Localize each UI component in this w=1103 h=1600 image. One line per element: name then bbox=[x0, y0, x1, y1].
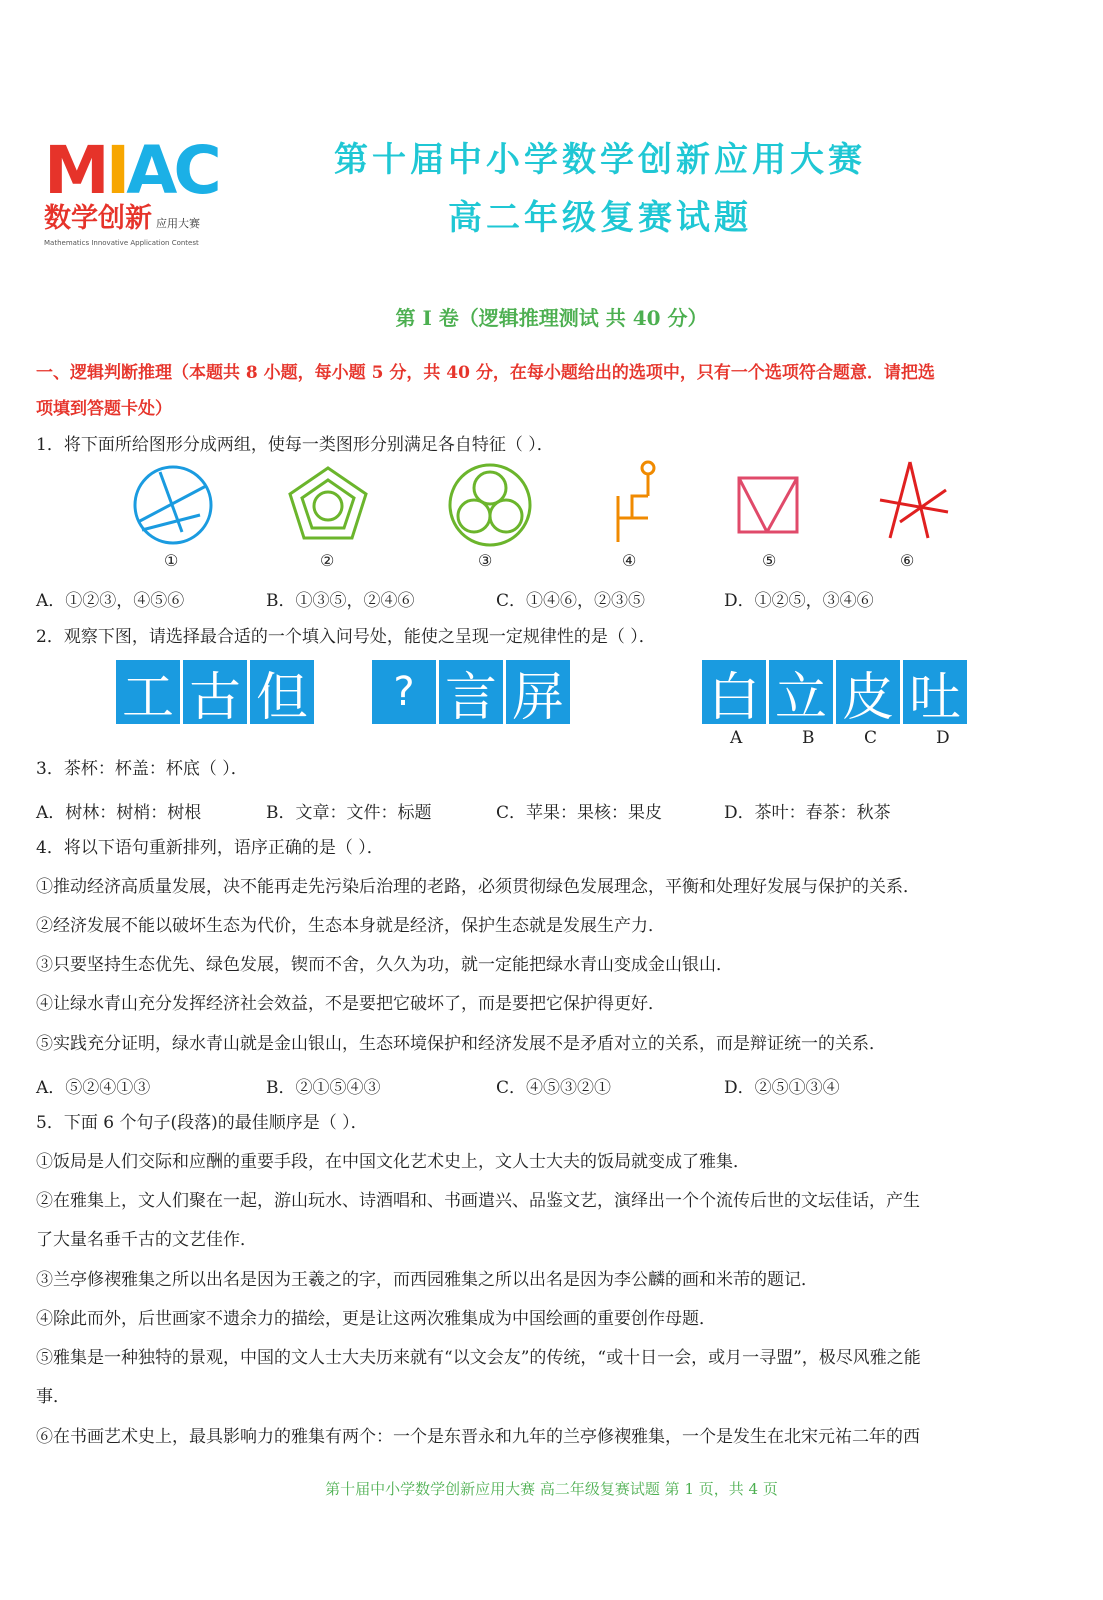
q2-char: 工 bbox=[116, 660, 183, 724]
page-title: 第十届中小学数学创新应用大赛 bbox=[334, 140, 866, 180]
q3-stem: 3．茶杯：杯盖：杯底（ ）． bbox=[36, 759, 248, 779]
figure-2-pentagon-icon bbox=[290, 468, 366, 538]
q4-item-4: ④让绿水青山充分发挥经济社会效益，不是要把它破坏了，而是要把它保护得更好． bbox=[36, 994, 665, 1014]
q4-item-3: ③只要坚持生态优先、绿色发展，锲而不舍，久久为功，就一定能把绿水青山变成金山银山． bbox=[36, 955, 733, 975]
q1-options bbox=[0, 586, 1103, 610]
q5-stem: 5．下面 6 个句子(段落)的最佳顺序是（ ）． bbox=[36, 1113, 368, 1133]
section-heading: 第 I 卷（逻辑推理测试 共 40 分） bbox=[395, 306, 708, 330]
logo-cn: 数学创新 应用大赛 bbox=[44, 203, 200, 234]
q2-options-group bbox=[702, 660, 967, 728]
q2-letter-a: A bbox=[730, 728, 743, 748]
q2-letter-c: C bbox=[864, 728, 878, 748]
q2-group-1 bbox=[116, 660, 314, 728]
q2-letter-b: B bbox=[802, 728, 815, 748]
q5-line: ③兰亭修禊雅集之所以出名是因为王羲之的字，而西园雅集之所以出名是因为李公麟的画和米芾的题记． bbox=[36, 1270, 818, 1290]
figure-3-circles-icon bbox=[450, 465, 530, 545]
q5-line: ④除此而外，后世画家不遗余力的描绘，更是让这两次雅集成为中国绘画的重要创作母题． bbox=[36, 1309, 716, 1329]
q2-char: 屏 bbox=[506, 660, 570, 724]
figure-6-star-icon bbox=[880, 462, 948, 538]
figure-label-5: ⑤ bbox=[762, 551, 777, 570]
q2-letter-d: D bbox=[936, 728, 950, 748]
q4-option-b[interactable]: B．②①⑤④③ bbox=[266, 1078, 381, 1098]
part1-instruction-2: 项填到答题卡处） bbox=[36, 399, 172, 419]
q2-option-char-b[interactable]: 立 bbox=[769, 660, 836, 724]
q2-char: 但 bbox=[250, 660, 314, 724]
q5-line: 了大量名垂千古的文艺佳作． bbox=[36, 1230, 257, 1250]
contest-logo bbox=[44, 132, 224, 266]
q1-stem: 1．将下面所给图形分成两组，使每一类图形分别满足各自特征（ ）． bbox=[36, 435, 554, 455]
q5-line: 事． bbox=[36, 1387, 70, 1407]
q4-stem: 4．将以下语句重新排列，语序正确的是（ ）． bbox=[36, 838, 384, 858]
q5-line: ⑥在书画艺术史上，最具影响力的雅集有两个：一个是东晋永和九年的兰亭修禊雅集，一个是发生在北宋元祐二年的西 bbox=[36, 1427, 920, 1447]
part1-instruction-1: 一、逻辑判断推理（本题共 8 小题，每小题 5 分，共 40 分，在每小题给出的选项中，只有一个选项符合题意．请把选 bbox=[36, 363, 935, 383]
q2-char: 言 bbox=[439, 660, 506, 724]
q3-option-c[interactable]: C．苹果：果核：果皮 bbox=[496, 803, 663, 823]
q2-option-char-c[interactable]: 皮 bbox=[836, 660, 903, 724]
q2-question-mark: ? bbox=[372, 660, 439, 724]
q1-figures bbox=[120, 460, 970, 550]
page-subtitle: 高二年级复赛试题 bbox=[448, 198, 752, 238]
q3-options bbox=[0, 798, 1103, 822]
q4-item-5: ⑤实践充分证明，绿水青山就是金山银山，生态环境保护和经济发展不是矛盾对立的关系，而是辩证统一的关系． bbox=[36, 1034, 886, 1054]
q4-options bbox=[0, 1073, 1103, 1097]
logo-mark: MIAC bbox=[44, 132, 218, 209]
q1-option-d[interactable]: D．①②⑤，③④⑥ bbox=[724, 591, 874, 611]
figure-4-flag-icon bbox=[618, 462, 654, 542]
q2-option-char-a[interactable]: 白 bbox=[702, 660, 769, 724]
q4-option-c[interactable]: C．④⑤③②① bbox=[496, 1078, 612, 1098]
q3-option-b[interactable]: B．文章：文件：标题 bbox=[266, 803, 432, 823]
q2-stem: 2．观察下图，请选择最合适的一个填入问号处，能使之呈现一定规律性的是（ ）． bbox=[36, 627, 656, 647]
q2-group-2 bbox=[372, 660, 570, 728]
figure-label-1: ① bbox=[164, 551, 179, 570]
q4-option-d[interactable]: D．②⑤①③④ bbox=[724, 1078, 840, 1098]
figure-label-6: ⑥ bbox=[900, 551, 915, 570]
q4-item-2: ②经济发展不能以破坏生态为代价，生态本身就是经济，保护生态就是发展生产力． bbox=[36, 916, 665, 936]
q1-option-c[interactable]: C．①④⑥，②③⑤ bbox=[496, 591, 646, 611]
q2-char: 古 bbox=[183, 660, 250, 724]
q1-option-a[interactable]: A．①②③，④⑤⑥ bbox=[36, 591, 185, 611]
q3-option-d[interactable]: D．茶叶：春茶：秋茶 bbox=[724, 803, 891, 823]
q3-option-a[interactable]: A．树林：树梢：树根 bbox=[36, 803, 202, 823]
logo-en: Mathematics Innovative Application Contest bbox=[44, 239, 199, 247]
figure-label-2: ② bbox=[320, 551, 335, 570]
figure-label-4: ④ bbox=[622, 551, 637, 570]
figure-5-square-icon bbox=[739, 478, 797, 532]
q2-option-char-d[interactable]: 吐 bbox=[903, 660, 967, 724]
q5-line: ①饭局是人们交际和应酬的重要手段，在中国文化艺术史上，文人士大夫的饭局就变成了雅集． bbox=[36, 1152, 750, 1172]
q5-line: ⑤雅集是一种独特的景观，中国的文人士大夫历来就有“以文会友”的传统，“或十日一会，或月一寻盟”，极尽风雅之能 bbox=[36, 1348, 921, 1368]
q1-option-b[interactable]: B．①③⑤，②④⑥ bbox=[266, 591, 415, 611]
figure-label-3: ③ bbox=[478, 551, 493, 570]
page-footer: 第十届中小学数学创新应用大赛 高二年级复赛试题 第 1 页，共 4 页 bbox=[325, 1480, 778, 1498]
q4-item-1: ①推动经济高质量发展，决不能再走先污染后治理的老路，必须贯彻绿色发展理念，平衡和处理好发展与保护的关系． bbox=[36, 877, 920, 897]
figure-1-circle-icon bbox=[135, 467, 211, 543]
q5-line: ②在雅集上，文人们聚在一起，游山玩水、诗酒唱和、书画遣兴、品鉴文艺，演绎出一个个流传后世的文坛佳话，产生 bbox=[36, 1191, 920, 1211]
q4-option-a[interactable]: A．⑤②④①③ bbox=[36, 1078, 151, 1098]
